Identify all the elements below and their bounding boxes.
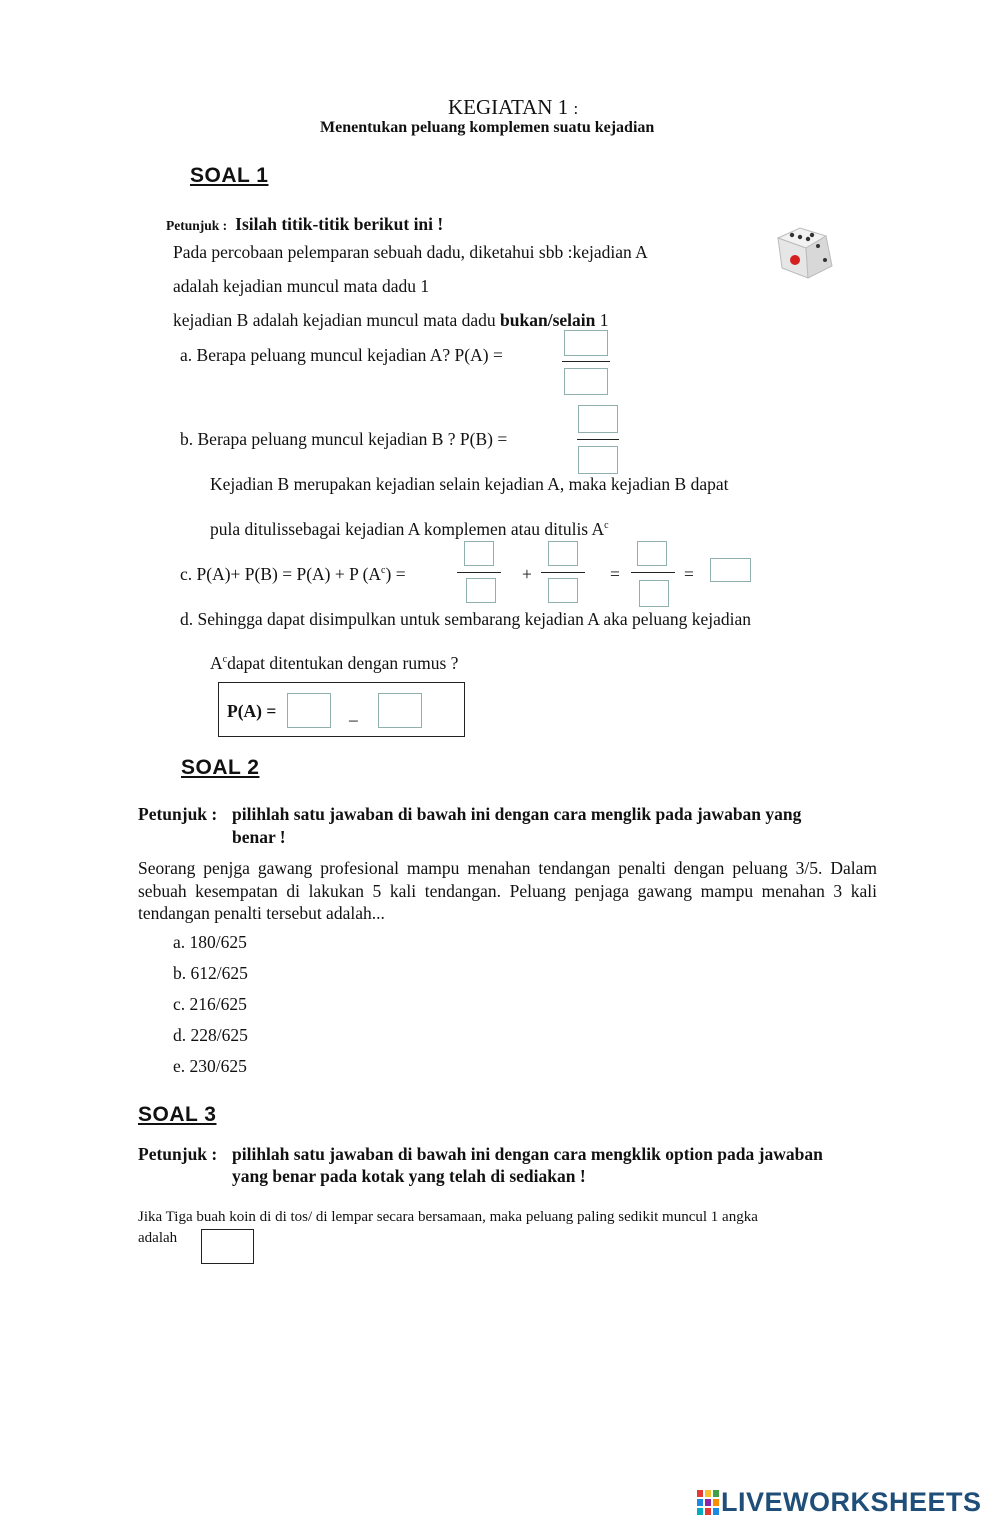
fraction-line <box>577 439 619 440</box>
soal1-item-a: a. Berapa peluang muncul kejadian A? P(A) = <box>180 345 503 365</box>
answer-a-denominator[interactable] <box>564 368 608 395</box>
soal3-instruction-line2: yang benar pada kotak yang telah di sediakan ! <box>232 1166 586 1186</box>
fraction-line <box>457 572 501 573</box>
soal2-option-c[interactable]: c. 216/625 <box>173 994 247 1014</box>
answer-b-denominator[interactable] <box>578 446 618 474</box>
liveworksheets-brand: LIVEWORKSHEETS <box>721 1487 982 1517</box>
soal3-instruction-label: Petunjuk : <box>138 1144 218 1164</box>
soal1-heading: SOAL 1 <box>190 164 269 187</box>
soal3-instruction-line1: pilihlah satu jawaban di bawah ini dengan cara mengklik option pada jawaban <box>232 1144 823 1164</box>
fraction-line <box>631 572 675 573</box>
soal1-intro-line3: kejadian B adalah kejadian muncul mata dadu bukan/selain 1 <box>173 310 609 330</box>
answer-a-numerator[interactable] <box>564 330 608 356</box>
answer-c-frac3-numerator[interactable] <box>637 541 667 566</box>
fraction-line <box>541 572 585 573</box>
answer-c-result[interactable] <box>710 558 751 582</box>
fraction-line <box>562 361 610 362</box>
soal2-instruction-line1: pilihlah satu jawaban di bawah ini dengan cara menglik pada jawaban yang <box>232 804 802 824</box>
soal2-question: Seorang penjga gawang profesional mampu menahan tendangan penalti dengan peluang 3/5. Dalam sebuah kesempatan di lakukan 5 kali tendangan. Peluang penjaga gawang mampu menahan 3 kali tendangan penalti tersebut adalah... <box>138 858 877 923</box>
formula-minus: _ <box>349 703 358 723</box>
soal1-intro-line1: Pada percobaan pelemparan sebuah dadu, diketahui sbb :kejadian A <box>173 242 648 262</box>
answer-c-frac2-numerator[interactable] <box>548 541 578 566</box>
soal1-note-line1: Kejadian B merupakan kejadian selain kejadian A, maka kejadian B dapat <box>210 474 729 494</box>
soal2-option-b[interactable]: b. 612/625 <box>173 963 248 983</box>
formula-input-2[interactable] <box>378 693 422 728</box>
soal3-question-line2: adalah <box>138 1230 178 1246</box>
answer-c-frac1-numerator[interactable] <box>464 541 494 566</box>
soal3-heading: SOAL 3 <box>138 1103 217 1126</box>
soal1-item-d-line2: $A^cdapat$ ditentukan dengan rumus ? <box>210 653 459 673</box>
soal2-option-e[interactable]: e. 230/625 <box>173 1056 247 1076</box>
equals-sign: = <box>684 564 694 584</box>
formula-input-1[interactable] <box>287 693 331 728</box>
answer-c-frac3-denominator[interactable] <box>639 580 669 607</box>
liveworksheets-logo-icon <box>697 1490 719 1516</box>
soal1-note-line2: pula ditulissebagai kejadian A komplemen atau ditulis $A^c$ <box>210 519 609 539</box>
soal3-answer-select[interactable] <box>201 1229 254 1264</box>
answer-c-frac2-denominator[interactable] <box>548 578 578 603</box>
soal2-instruction-label: Petunjuk : <box>138 804 218 824</box>
soal2-instruction-line2: benar ! <box>232 827 286 847</box>
soal1-instruction: Petunjuk : Isilah titik-titik berikut ini ! <box>166 214 444 234</box>
dice-icon <box>770 224 836 284</box>
answer-c-frac1-denominator[interactable] <box>466 578 496 603</box>
equals-sign: = <box>610 564 620 584</box>
soal1-item-b: b. Berapa peluang muncul kejadian B ? P(B) = <box>180 429 508 449</box>
soal1-item-c: c. P(A)+ P(B) = P(A) + P $(A^c)$ = <box>180 564 406 584</box>
soal2-option-d[interactable]: d. 228/625 <box>173 1025 248 1045</box>
soal1-item-d-line1: d. Sehingga dapat disimpulkan untuk sembarang kejadian A aka peluang kejadian <box>180 609 752 629</box>
soal2-heading: SOAL 2 <box>181 756 260 779</box>
soal2-option-a[interactable]: a. 180/625 <box>173 932 247 952</box>
page-title: KEGIATAN 1 : <box>448 95 579 119</box>
page-subtitle: Menentukan peluang komplemen suatu kejadian <box>320 119 655 136</box>
formula-label: P(A) = <box>227 701 277 721</box>
answer-b-numerator[interactable] <box>578 405 618 433</box>
soal3-question-line1: Jika Tiga buah koin di di tos/ di lempar secara bersamaan, maka peluang paling sedikit muncul 1 angka <box>138 1209 758 1225</box>
soal1-intro-line2: adalah kejadian muncul mata dadu 1 <box>173 276 430 296</box>
plus-sign: + <box>522 564 532 584</box>
